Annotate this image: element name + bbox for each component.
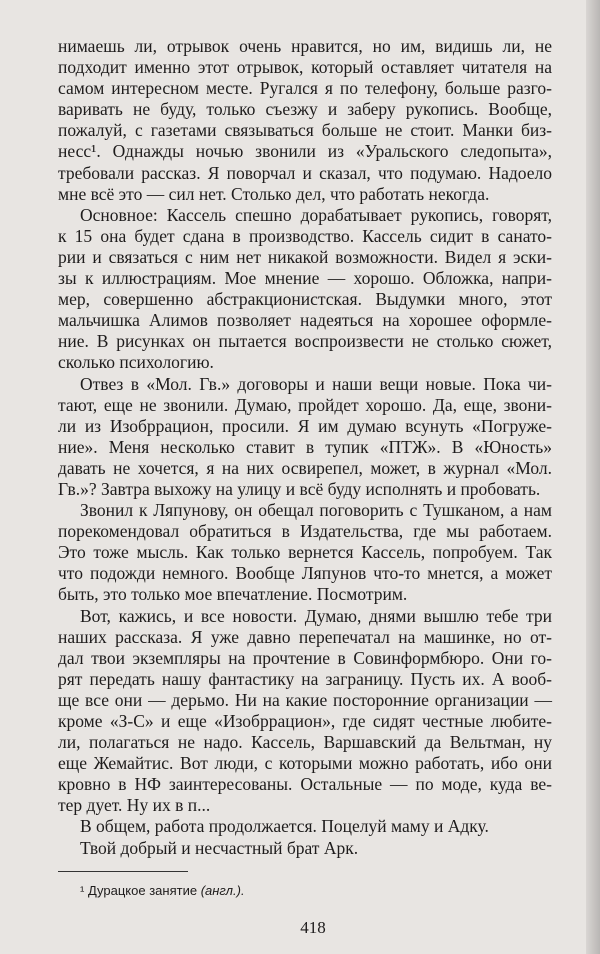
text-line: быть, это только мое впечатление. Посмотрим. [58, 584, 408, 605]
text-line: к 15 она будет сдана в производство. Кассель сидит в санато- [58, 225, 552, 246]
text-line: порекомендовал обратиться в Издательства, где мы работаем. [58, 521, 552, 542]
text-line: рии и связаться с ним нет никакой возможности. Видел я эски- [58, 246, 552, 267]
text-line: Отвез в «Мол. Гв.» договоры и наши вещи новые. Пока чи- [80, 373, 552, 394]
footnote-text: Дурацкое занятие [84, 883, 201, 898]
footnote-divider [58, 871, 188, 872]
text-line: давать не хочется, я на них освирепел, может, в журнал «Мол. [58, 457, 552, 478]
text-line: кроме «З-С» и еще «Изобррацион», где сидят честные любите- [58, 711, 552, 731]
text-line: Вот, кажись, и все новости. Думаю, днями вышлю тебе три [80, 605, 552, 626]
paragraph [58, 205, 552, 374]
text-line: ли, полагаться не надо. Кассель, Варшавский да Вельтман, ну [58, 732, 552, 753]
page-number: 418 [300, 918, 326, 937]
text-line: Твой добрый и несчастный брат Арк. [80, 837, 359, 858]
text-line: тают, еще не звонили. Думаю, пройдет хорошо. Да, еще, звони- [58, 394, 552, 415]
paragraph [58, 374, 552, 501]
text-line: требовали рассказ. Я поворчал и сказал, что подумаю. Надоело [58, 162, 552, 183]
text-line: ние». Меня несколько ставит в тупик «ПТЖ». В «Юность» [58, 436, 552, 457]
paragraph [58, 816, 552, 837]
text-line: Звонил к Ляпунову, он обещал поговорить с Тушканом, а нам [80, 500, 552, 521]
text-line: подходит именно этот отрывок, который оставляет читателя на [58, 57, 552, 78]
text-line: ще все они — дерьмо. Ни на какие посторонние организации — [58, 689, 552, 710]
text-line: ние. В рисунках он пытается воспроизвести не столько сюжет, [58, 331, 552, 352]
footnote-language-note: (англ.). [200, 883, 245, 898]
text-line: самом интересном месте. Ругался я по телефону, больше разго- [58, 78, 552, 99]
text-line: Это тоже мысль. Как только вернется Кассель, попробуем. Так [58, 542, 552, 563]
page-edge-shadow [586, 0, 600, 954]
paragraph [58, 500, 552, 605]
text-line: Основное: Кассель спешно дорабатывает рукопись, говорят, [80, 204, 552, 225]
text-line: рят передать нашу фантастику на заграницу. Пусть их. А вооб- [58, 668, 552, 689]
text-line: ли из Изобррацион, просили. Я им думаю всунуть «Погруже- [58, 415, 552, 436]
text-line: тер дует. Ну их в п... [58, 795, 211, 816]
text-line: дал твои экземпляры на прочтение в Совинформбюро. Они го- [58, 647, 552, 668]
text-line: наших рассказа. Я уже давно перепечатал на машинке, но от- [58, 626, 552, 647]
text-line: еще Жемайтис. Вот люди, с которыми можно работать, ибо они [58, 753, 552, 774]
text-line: сколько психологию. [58, 352, 214, 373]
text-line: В общем, работа продолжается. Поцелуй маму и Адку. [80, 816, 489, 837]
text-line: Гв.»? Завтра выхожу на улицу и всё буду исполнять и пробовать. [58, 478, 541, 499]
text-line: мне всё это — сил нет. Столько дел, что работать некогда. [58, 183, 490, 204]
paragraph [58, 838, 552, 859]
text-line: нимаешь ли, отрывок очень нравится, но им, видишь ли, не [58, 36, 552, 56]
text-line: кровно в НФ заинтересованы. Остальные — по моде, куда ве- [58, 774, 552, 795]
paragraph [58, 606, 552, 817]
body-text [58, 36, 552, 859]
footnote-marker: ¹ [80, 883, 85, 898]
footnote [80, 883, 245, 898]
text-line: мер, совершенно абстракционистская. Выдумки много, этот [58, 289, 552, 310]
text-line: мальчишка Алимов позволяет надеяться на хорошее оформле- [58, 310, 552, 331]
text-line: несс¹. Однажды ночью звонили из «Уральского следопыта», [58, 141, 552, 162]
text-line: пожалуй, с газетами связываться больше не стоит. Манки биз- [58, 120, 552, 141]
paragraph [58, 36, 552, 205]
text-line: зы к иллюстрациям. Мое мнение — хорошо. Обложка, напри- [58, 268, 552, 289]
text-line: что подожди немного. Вообще Ляпунов что-то мнется, а может [58, 563, 552, 584]
text-line: варивать не буду, только съезжу и заберу рукопись. Вообще, [58, 99, 552, 120]
